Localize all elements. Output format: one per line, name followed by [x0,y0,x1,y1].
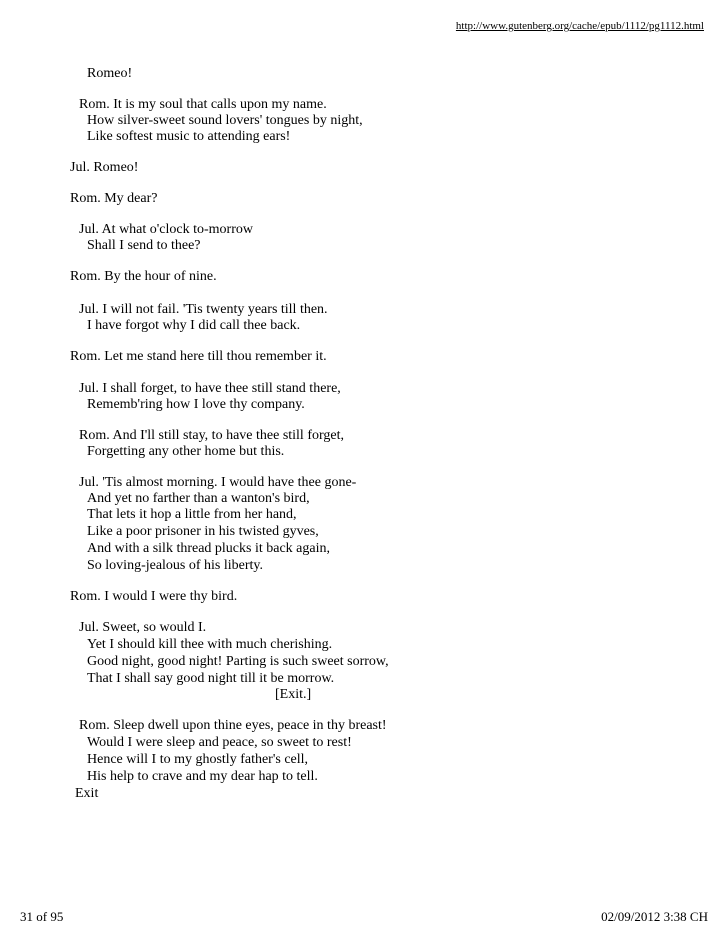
text-line: I have forgot why I did call thee back. [87,318,301,333]
text-line: Jul. Romeo! [70,160,139,175]
text-line: So loving-jealous of his liberty. [87,558,264,573]
text-line: Hence will I to my ghostly father's cell, [87,752,309,767]
text-line: Rom. Sleep dwell upon thine eyes, peace in thy breast! [79,718,387,733]
text-line: Like a poor prisoner in his twisted gyves, [87,524,319,539]
page-url-link[interactable]: http://www.gutenberg.org/cache/epub/1112/pg1112.html [455,20,704,32]
text-line: Rememb'ring how I love thy company. [87,397,305,412]
print-datetime: 02/09/2012 3:38 CH [601,909,708,924]
text-line: Rom. And I'll still stay, to have thee still forget, [79,428,344,443]
stage-direction: [Exit.] [275,687,312,702]
text-line: Would I were sleep and peace, so sweet to rest! [87,735,352,750]
stage-direction: Exit [75,786,99,801]
page-number: 31 of 95 [20,909,64,924]
text-line: Jul. I will not fail. 'Tis twenty years till then. [79,302,328,317]
text-line: Jul. I shall forget, to have thee still stand there, [79,381,341,396]
text-line: That I shall say good night till it be morrow. [87,671,335,686]
text-line: Romeo! [87,66,133,81]
text-line: Shall I send to thee? [87,238,201,253]
text-line: His help to crave and my dear hap to tell. [87,769,318,784]
text-line: How silver-sweet sound lovers' tongues by night, [87,113,363,128]
text-line: That lets it hop a little from her hand, [87,507,297,522]
text-line: Good night, good night! Parting is such sweet sorrow, [87,654,389,669]
text-line: Yet I should kill thee with much cherishing. [87,637,333,652]
text-line: Jul. At what o'clock to-morrow [79,222,253,237]
text-line: Rom. By the hour of nine. [70,269,217,284]
text-line: And yet no farther than a wanton's bird, [87,491,310,506]
text-line: Forgetting any other home but this. [87,444,285,459]
text-line: Rom. It is my soul that calls upon my name. [79,97,327,112]
text-line: Jul. 'Tis almost morning. I would have thee gone- [79,475,357,490]
text-line: Rom. My dear? [70,191,158,206]
text-line: Rom. Let me stand here till thou remember it. [70,349,327,364]
text-line: Like softest music to attending ears! [87,129,291,144]
text-line: And with a silk thread plucks it back again, [87,541,330,556]
text-line: Jul. Sweet, so would I. [79,620,207,635]
text-line: Rom. I would I were thy bird. [70,589,238,604]
